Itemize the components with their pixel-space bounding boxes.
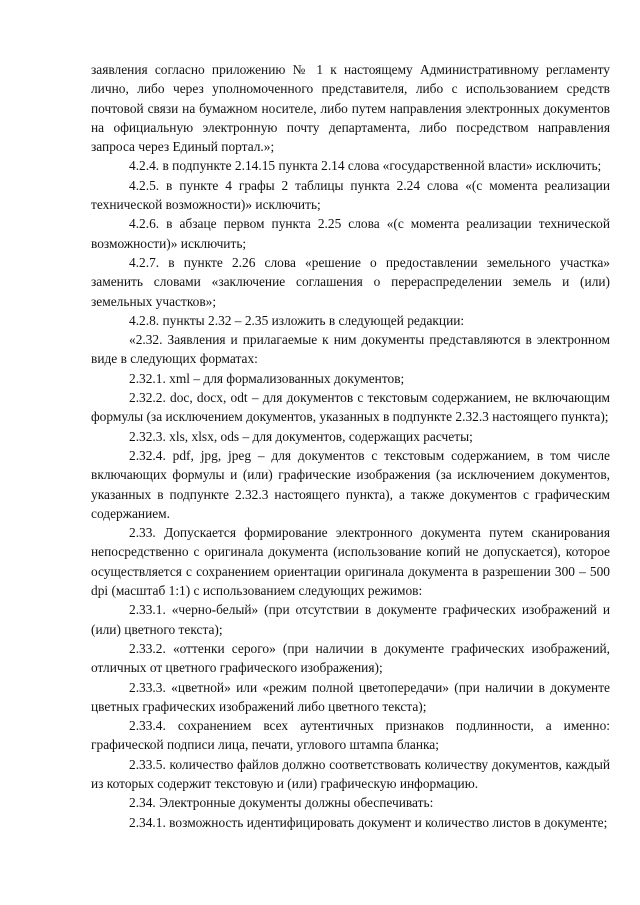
paragraph-4-2-5: 4.2.5. в пункте 4 графы 2 таблицы пункта 2.24 слова «(с момента реализации технической возможности)» исключить; — [91, 177, 610, 213]
document-page — [91, 60, 610, 832]
paragraph-2-33-3: 2.33.3. «цветной» или «режим полной цветопередачи» (при наличии в документе цветных графических изображений либо цветного текста); — [91, 679, 610, 714]
paragraph-2-32-2: 2.32.2. doc, docx, odt – для документов с текстовым содержанием, не включающим формулы (за исключением документов, указанных в подпункте 2.32.3 настоящего пункта); — [91, 390, 610, 425]
paragraph-2-34-1: 2.34.1. возможность идентифицировать документ и количество листов в документе; — [129, 814, 608, 830]
paragraph-4-2-4: 4.2.4. в подпункте 2.14.15 пункта 2.14 слова «государственной власти» исключить; — [129, 158, 602, 174]
paragraph-2-34: 2.34. Электронные документы должны обеспечивать: — [129, 795, 434, 811]
paragraph-2-33-1: 2.33.1. «черно-белый» (при отсутствии в документе графических изображений и (или) цветного текста); — [91, 602, 610, 637]
paragraph-2-33-4: 2.33.4. сохранением всех аутентичных признаков подлинности, а именно: графической подписи лица, печати, углового штампа бланка; — [91, 718, 610, 753]
paragraph-2-32-3: 2.32.3. xls, xlsx, ods – для документов, содержащих расчеты; — [129, 428, 473, 444]
paragraph-2-32-1: 2.32.1. xml – для формализованных документов; — [129, 370, 405, 386]
paragraph-continuation: заявления согласно приложению № 1 к настоящему Административному регламенту лично, либо через уполномоченного представителя, либо с использованием средств почтовой связи на бумажном носителе, либо путем направления электронных документов на официальную электронную почту департамента, либо посредством направления запроса через Единый портал.»; — [91, 62, 610, 155]
paragraph-4-2-8: 4.2.8. пункты 2.32 – 2.35 изложить в следующей редакции: — [129, 312, 465, 328]
paragraph-2-32-4: 2.32.4. pdf, jpg, jpeg – для документов с текстовым содержанием, в том числе включающих формулы и (или) графические изображения (за исключением документов, указанных в подпункте 2.32.3 настоящего пункта), а также документов с графическим содержанием. — [91, 447, 610, 521]
paragraph-2-32: «2.32. Заявления и прилагаемые к ним документы представляются в электронном виде в следующих форматах: — [91, 332, 610, 367]
paragraph-4-2-7: 4.2.7. в пункте 2.26 слова «решение о предоставлении земельного участка» заменить словами «заключение соглашения о перераспределении земель и (или) земельных участков»; — [91, 254, 610, 309]
paragraph-4-2-6: 4.2.6. в абзаце первом пункта 2.25 слова «(с момента реализации технической возможности)» исключить; — [91, 216, 610, 251]
paragraph-2-33-2: 2.33.2. «оттенки серого» (при наличии в документе графических изображений, отличных от цветного графического изображения); — [91, 640, 610, 676]
paragraph-2-33: 2.33. Допускается формирование электронного документа путем сканирования непосредственно с оригинала документа (использование копий не допускается), которое осуществляется с сохранением ориентации оригинала документа в разрешении 300 – 500 dpi (масштаб 1:1) с использованием следующих режимов: — [91, 525, 610, 599]
paragraph-2-33-5: 2.33.5. количество файлов должно соответствовать количеству документов, каждый из которых содержит текстовую и (или) графическую информацию. — [91, 756, 610, 791]
